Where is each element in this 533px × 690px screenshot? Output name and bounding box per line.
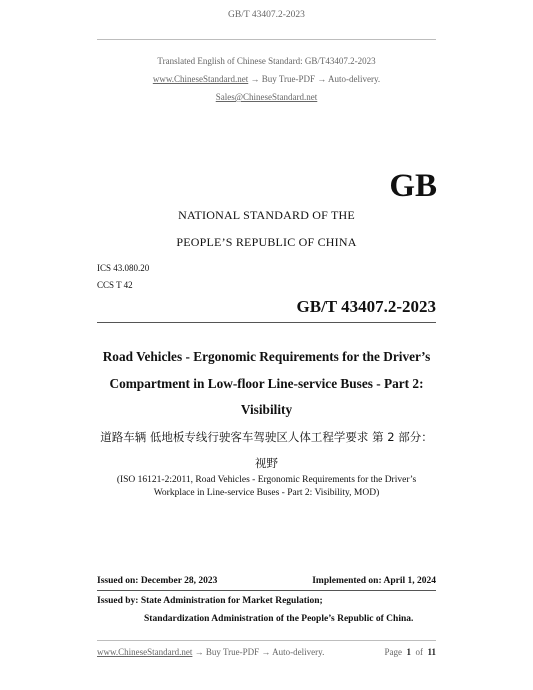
purchase-notice [0,74,533,84]
english-title-line-3: Visibility [240,402,293,417]
page-of-label: of [415,647,423,657]
page-current: 1 [406,647,411,657]
running-header: GB/T 43407.2-2023 [228,10,305,20]
dates-rule [97,590,436,591]
ics-code: ICS 43.080.20 [97,263,150,273]
standard-number-rule [97,322,436,323]
issued-by: Issued by: State Administration for Market Regulation; [97,596,323,606]
english-title-line-1: Road Vehicles - Ergonomic Requirements for the Driver’s [102,349,431,364]
sales-email-line [0,92,533,102]
footer-rule [97,640,436,641]
republic-heading: PEOPLE’S REPUBLIC OF CHINA [176,235,357,249]
website-link[interactable]: www.ChineseStandard.net [152,74,249,84]
standard-number: GB/T 43407.2-2023 [296,297,436,316]
iso-reference-line-1: (ISO 16121-2:2011, Road Vehicles - Ergonomic Requirements for the Driver’s [116,475,417,485]
purchase-text: → Buy True-PDF → Auto-delivery. [248,74,381,84]
chinese-title-line-2: 视野 [255,456,278,470]
national-standard-heading: NATIONAL STANDARD OF THE [178,208,355,222]
header-rule [97,39,436,40]
english-title-line-2: Compartment in Low-floor Line-service Buses - Part 2: [109,376,424,391]
page-total: 11 [427,647,436,657]
iso-reference-line-2: Workplace in Line-service Buses - Part 2: Visibility, MOD) [153,488,380,498]
sales-email-link[interactable]: Sales@ChineseStandard.net [215,92,318,102]
chinese-title-line-1: 道路车辆 低地板专线行驶客车驾驶区人体工程学要求 第 2 部分： [100,430,433,444]
page-label: Page [384,647,402,657]
translation-notice: Translated English of Chinese Standard: GB/T43407.2-2023 [157,56,376,66]
issued-on-date: Issued on: December 28, 2023 [97,576,218,586]
gb-logo: GB [389,168,437,204]
implemented-on-date: Implemented on: April 1, 2024 [312,576,436,586]
footer-purchase-text: → Buy True-PDF → Auto-delivery. [192,647,325,657]
ccs-code: CCS T 42 [97,280,133,290]
page-indicator [384,647,436,657]
footer-purchase-notice [97,647,324,657]
co-issuer: Standardization Administration of the People’s Republic of China. [144,614,414,624]
footer-website-link[interactable]: www.ChineseStandard.net [97,647,193,657]
